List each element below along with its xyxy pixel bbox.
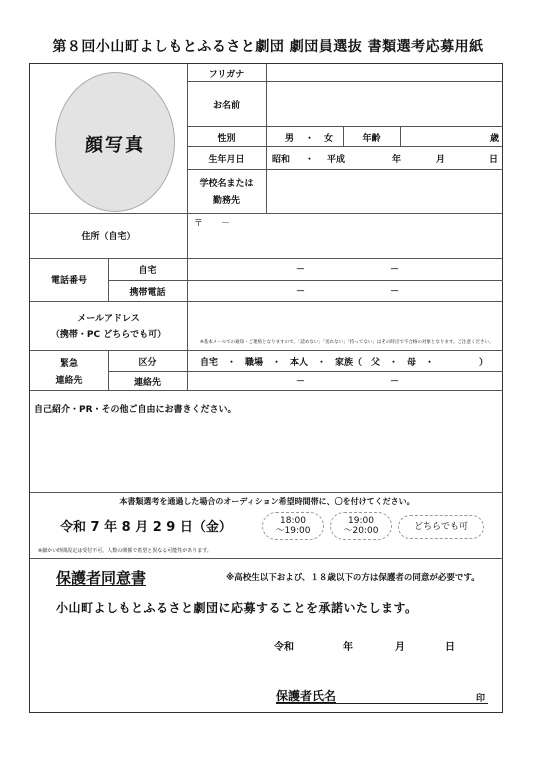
- address-label: 住所（自宅）: [81, 232, 136, 242]
- row-line: [187, 126, 503, 127]
- emergency-label-2: 連絡先: [55, 376, 83, 386]
- birth-year: 年: [392, 155, 402, 165]
- gender-female[interactable]: 女: [324, 134, 334, 144]
- photo-placeholder[interactable]: [55, 72, 175, 212]
- consent-title: 保護者同意書: [56, 569, 147, 587]
- birth-label: 生年月日: [208, 155, 245, 165]
- consent-text: 小山町よしもとふるさと劇団に応募することを承諾いたします。: [56, 601, 418, 615]
- emergency-dash-1: －: [296, 377, 306, 387]
- guardian-name-label: 保護者氏名: [276, 689, 337, 703]
- row-line: [30, 350, 503, 351]
- birth-month: 月: [436, 155, 446, 165]
- postal-mark[interactable]: 〒 －: [194, 219, 231, 229]
- consent-reiwa: 令和: [274, 642, 294, 653]
- row-line: [30, 301, 503, 302]
- application-form: [29, 63, 503, 713]
- consent-month: 月: [395, 642, 405, 653]
- phone-home-label: 自宅: [138, 266, 157, 276]
- form-title: 第８回小山町よしもとふるさと劇団 劇団員選抜 書類選考応募用紙: [52, 39, 484, 55]
- emergency-category-label: 区分: [138, 358, 157, 368]
- name-label: お名前: [212, 101, 240, 111]
- phone-mobile-dash-2: －: [390, 287, 400, 297]
- guardian-signature-line[interactable]: [276, 703, 488, 704]
- emergency-dash-2: －: [390, 377, 400, 387]
- row-line: [108, 280, 503, 281]
- audition-date: 令和 7 年 8 月 2 9 日（金）: [60, 520, 232, 535]
- school-label-2: 勤務先: [212, 196, 240, 206]
- gender-label: 性別: [217, 134, 236, 144]
- row-line: [187, 81, 503, 82]
- birth-showa[interactable]: 昭和: [272, 155, 291, 165]
- col-line: [187, 64, 188, 390]
- slot2-start: 19:00: [348, 516, 374, 526]
- col-line: [400, 126, 401, 147]
- phone-home-dash-2: －: [390, 265, 400, 275]
- row-line: [30, 390, 503, 391]
- emergency-label-1: 緊急: [59, 359, 78, 369]
- photo-label: 顔写真: [85, 135, 145, 156]
- phone-mobile-dash-1: －: [296, 287, 306, 297]
- email-label-1: メールアドレス: [77, 314, 140, 324]
- school-label-1: 学校名または: [199, 179, 254, 189]
- audition-instruction: 本書類選考を通過した場合のオーディション希望時間帯に、〇を付けてください。: [119, 497, 415, 506]
- row-line: [187, 146, 503, 147]
- email-note: ※基本メールでの通知・ご連絡となりますので、「読めない」「送れない」「持ってない」はその時点で不合格の対象となります。ご注意ください。: [200, 340, 494, 345]
- row-line: [187, 169, 503, 170]
- slot-19-20[interactable]: [330, 512, 392, 540]
- birth-dot: ・: [305, 155, 315, 165]
- row-line: [30, 558, 503, 559]
- gender-male[interactable]: 男: [285, 134, 295, 144]
- slot2-end: ～20:00: [343, 526, 379, 536]
- phone-home-dash-1: －: [296, 265, 306, 275]
- row-line: [30, 258, 503, 259]
- phone-label: 電話番号: [50, 276, 87, 286]
- birth-heisei[interactable]: 平成: [327, 155, 346, 165]
- col-line: [266, 64, 267, 213]
- slot-18-19[interactable]: [262, 512, 324, 540]
- birth-day: 日: [489, 155, 499, 165]
- seal-mark: 印: [476, 694, 486, 704]
- age-unit: 歳: [490, 134, 500, 144]
- emergency-options[interactable]: 自宅 ・ 職場 ・ 本人 ・ 家族（ 父 ・ 母 ・ ）: [200, 358, 489, 368]
- consent-note: ※高校生以下および、１８歳以下の方は保護者の同意が必要です。: [226, 573, 480, 583]
- row-line: [30, 492, 503, 493]
- gender-dot: ・: [305, 134, 315, 144]
- slot1-end: ～19:00: [275, 526, 311, 536]
- pr-label: 自己紹介・PR・その他ご自由にお書きください。: [34, 405, 237, 415]
- age-label: 年齢: [362, 134, 381, 144]
- consent-day: 日: [445, 642, 455, 653]
- emergency-contact-label: 連絡先: [133, 378, 161, 388]
- audition-note: ※細かい時間設定は受付不可。人数の関係で希望と異なる可能性があります。: [38, 548, 212, 554]
- consent-year: 年: [343, 642, 353, 653]
- slot1-start: 18:00: [280, 516, 306, 526]
- phone-mobile-label: 携帯電話: [129, 288, 166, 298]
- furigana-label: フリガナ: [208, 70, 245, 80]
- row-line: [30, 213, 503, 214]
- row-line: [108, 371, 503, 372]
- email-label-2: （携帯・PC どちらでも可）: [50, 330, 167, 340]
- slot-either[interactable]: どちらでも可: [398, 515, 484, 539]
